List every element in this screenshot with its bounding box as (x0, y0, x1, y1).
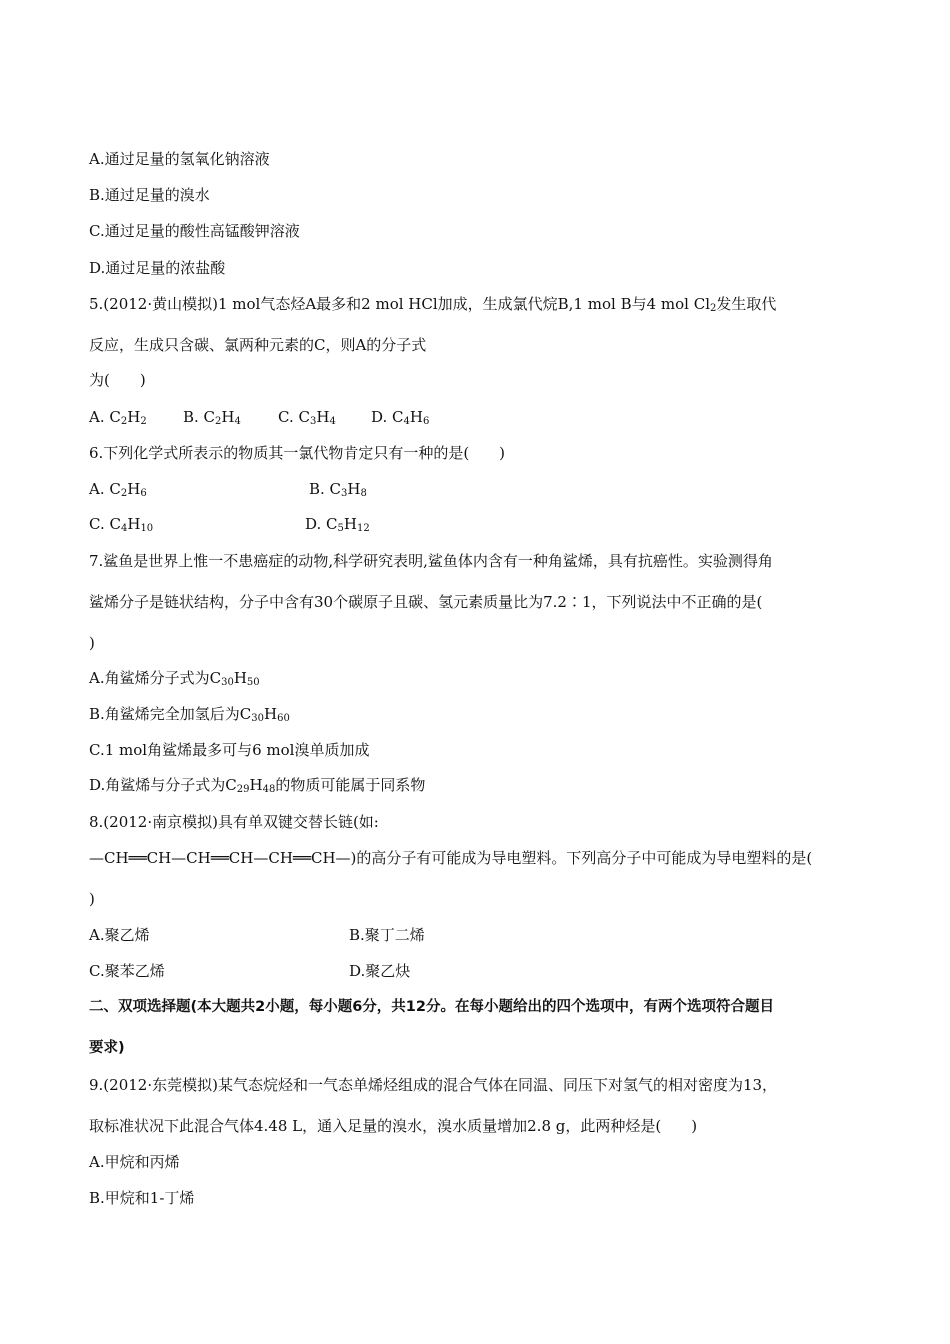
q6-option-c: C. $C_4H_{10}$ (89, 515, 154, 534)
prev-option-a: A.通过足量的氢氧化钠溶液 (89, 150, 270, 168)
prev-option-b: B.通过足量的溴水 (89, 186, 210, 204)
q5-option-d: D. $C_4H_6$ (371, 408, 430, 427)
q5-option-a: A. $C_2H_2$ (89, 408, 147, 427)
q8-option-b: B.聚丁二烯 (349, 926, 425, 944)
q8-option-a: A.聚乙烯 (89, 926, 150, 944)
q9-option-b: B.甲烷和1-丁烯 (89, 1189, 195, 1207)
q5-stem-line3: 为( ) (89, 371, 146, 389)
q9-stem-line2: 取标准状况下此混合气体4.48 L，通入足量的溴水，溴水质量增加2.8 g，此两种烃是( ) (89, 1117, 698, 1135)
q7-option-d: D.角鲨烯与分子式为$C_{29}H_{48}$的物质可能属于同系物 (89, 776, 426, 795)
q8-option-d: D.聚乙炔 (349, 962, 411, 980)
q5-stem-line1: 5.(2012·黄山模拟)1 mol气态烃A最多和2 mol HCl加成，生成氯代烷B,1 mol B与4 mol $Cl_2$发生取代 (89, 295, 777, 314)
q6-option-d: D. $C_5H_{12}$ (305, 515, 370, 534)
q7-stem-line2: 鲨烯分子是链状结构，分子中含有30个碳原子且碳、氢元素质量比为7.2∶1，下列说法中不正确的是( (89, 593, 763, 611)
q5-option-c: C. $C_3H_4$ (278, 408, 336, 427)
q5-stem-line2: 反应，生成只含碳、氯两种元素的C，则A的分子式 (89, 336, 427, 354)
section2-heading-line1: 二、双项选择题(本大题共2小题，每小题6分，共12分。在每小题给出的四个选项中，有两个选项符合题目 (89, 999, 774, 1015)
q8-stem-line1: 8.(2012·南京模拟)具有单双键交替长链(如: (89, 813, 379, 831)
q8-option-c: C.聚苯乙烯 (89, 962, 165, 980)
q8-stem-line3: ) (89, 890, 95, 908)
q7-stem-line3: ) (89, 634, 95, 652)
section2-heading-line2: 要求) (89, 1040, 125, 1056)
prev-option-c: C.通过足量的酸性高锰酸钾溶液 (89, 222, 300, 240)
q7-option-c: C.1 mol角鲨烯最多可与6 mol溴单质加成 (89, 741, 370, 759)
q9-stem-line1: 9.(2012·东莞模拟)某气态烷烃和一气态单烯烃组成的混合气体在同温、同压下对氢气的相对密度为13， (89, 1076, 778, 1094)
q7-stem-line1: 7.鲨鱼是世界上惟一不患癌症的动物,科学研究表明,鲨鱼体内含有一种角鲨烯，具有抗癌性。实验测得角 (89, 552, 773, 570)
q6-option-b: B. $C_3H_8$ (309, 480, 367, 499)
q7-option-a: A.角鲨烯分子式为$C_{30}H_{50}$ (89, 669, 260, 688)
prev-option-d: D.通过足量的浓盐酸 (89, 259, 226, 277)
q6-stem: 6.下列化学式所表示的物质其一氯代物肯定只有一种的是( ) (89, 444, 506, 462)
q5-option-b: B. $C_2H_4$ (183, 408, 241, 427)
q9-option-a: A.甲烷和丙烯 (89, 1153, 180, 1171)
q6-option-a: A. $C_2H_6$ (89, 480, 147, 499)
q8-stem-line2: —CH══CH—CH══CH—CH══CH—)的高分子有可能成为导电塑料。下列高分子中可能成为导电塑料的是( (89, 849, 813, 867)
q7-option-b: B.角鲨烯完全加氢后为$C_{30}H_{60}$ (89, 705, 290, 724)
